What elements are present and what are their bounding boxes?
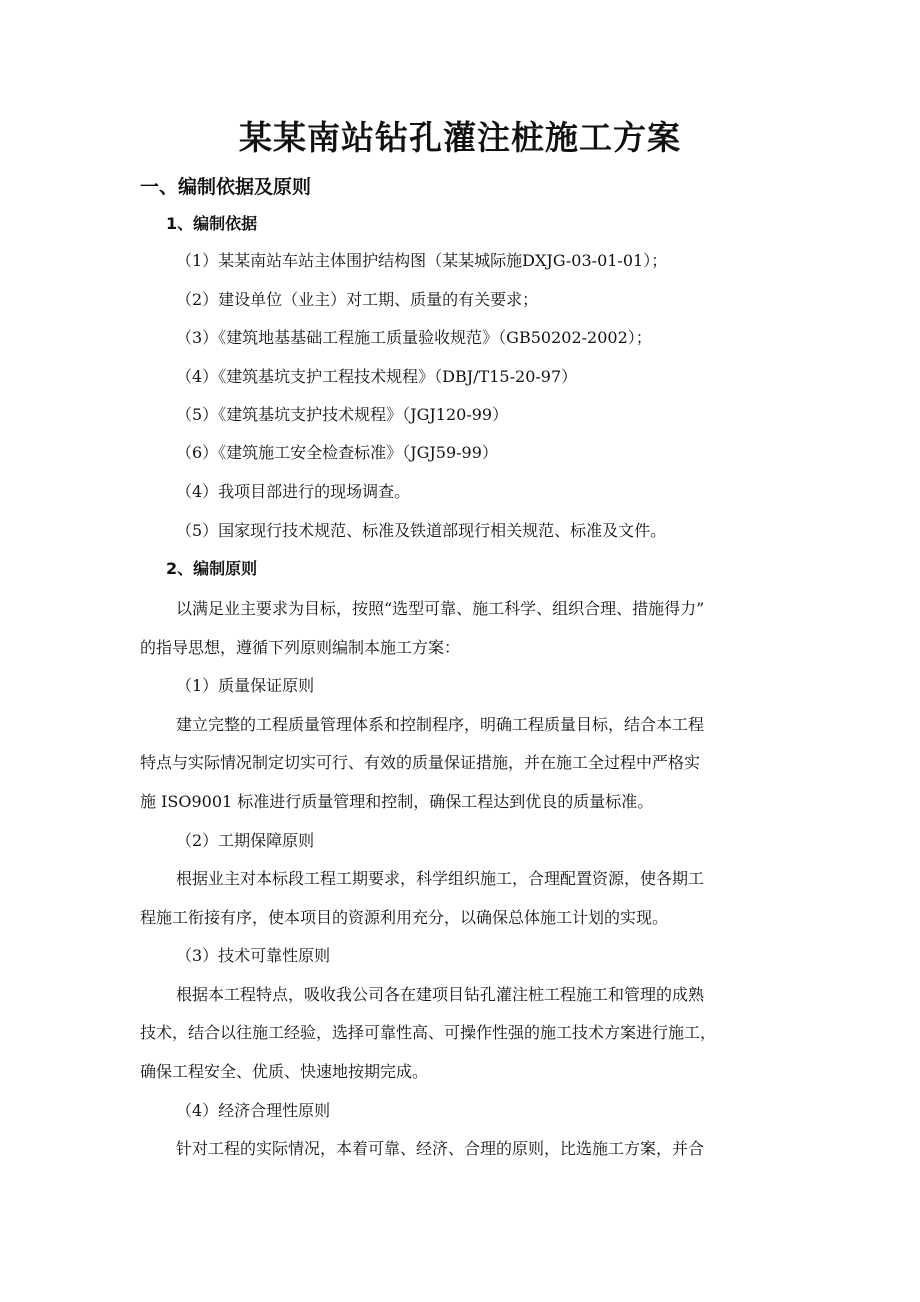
- paragraph-line: 确保工程安全、优质、快速地按期完成。: [140, 1062, 429, 1081]
- subsection-heading-principles: 2、编制原则: [166, 559, 258, 578]
- principle-label-quality: （1）质量保证原则: [176, 676, 315, 695]
- paragraph-line: 施 ISO9001 标准进行质量管理和控制，确保工程达到优良的质量标准。: [140, 792, 654, 811]
- basis-item: （6）《建筑施工安全检查标准》（JGJ59-99）: [176, 443, 498, 462]
- paragraph-line: 根据本工程特点，吸收我公司各在建项目钻孔灌注桩工程施工和管理的成熟: [176, 985, 705, 1004]
- basis-item: （4）我项目部进行的现场调查。: [176, 482, 411, 501]
- paragraph-line: 程施工衔接有序，使本项目的资源利用充分，以确保总体施工计划的实现。: [140, 908, 669, 927]
- paragraph-line: 针对工程的实际情况，本着可靠、经济、合理的原则，比选施工方案，并合: [176, 1139, 705, 1158]
- principle-label-schedule: （2）工期保障原则: [176, 831, 315, 850]
- paragraph-line: 技术，结合以往施工经验，选择可靠性高、可操作性强的施工技术方案进行施工，: [140, 1023, 717, 1042]
- paragraph-line: 根据业主对本标段工程工期要求，科学组织施工，合理配置资源，使各期工: [176, 869, 705, 888]
- basis-item: （5）《建筑基坑支护技术规程》（JGJ120-99）: [176, 405, 509, 424]
- basis-item: （5）国家现行技术规范、标准及铁道部现行相关规范、标准及文件。: [176, 521, 667, 540]
- section-heading-1: 一、编制依据及原则: [140, 176, 312, 198]
- principles-intro-line: 的指导思想，遵循下列原则编制本施工方案：: [140, 638, 461, 657]
- principle-label-economic: （4）经济合理性原则: [176, 1101, 331, 1120]
- subsection-heading-basis: 1、编制依据: [166, 214, 258, 233]
- basis-item: （3）《建筑地基基础工程施工质量验收规范》（GB50202-2002）；: [176, 328, 652, 347]
- basis-item: （4）《建筑基坑支护工程技术规程》（DBJ/T15-20-97）: [176, 367, 578, 386]
- principles-intro-line: 以满足业主要求为目标，按照“选型可靠、施工科学、组织合理、措施得力”: [176, 599, 705, 618]
- basis-item: （2）建设单位（业主）对工期、质量的有关要求；: [176, 290, 539, 309]
- document-title: 某某南站钻孔灌注桩施工方案: [239, 118, 681, 157]
- paragraph-line: 特点与实际情况制定切实可行、有效的质量保证措施，并在施工全过程中严格实: [140, 753, 701, 772]
- basis-item: （1）某某南站车站主体围护结构图（某某城际施DXJG-03-01-01）；: [176, 251, 668, 270]
- principle-label-technical: （3）技术可靠性原则: [176, 946, 331, 965]
- paragraph-line: 建立完整的工程质量管理体系和控制程序，明确工程质量目标，结合本工程: [176, 715, 705, 734]
